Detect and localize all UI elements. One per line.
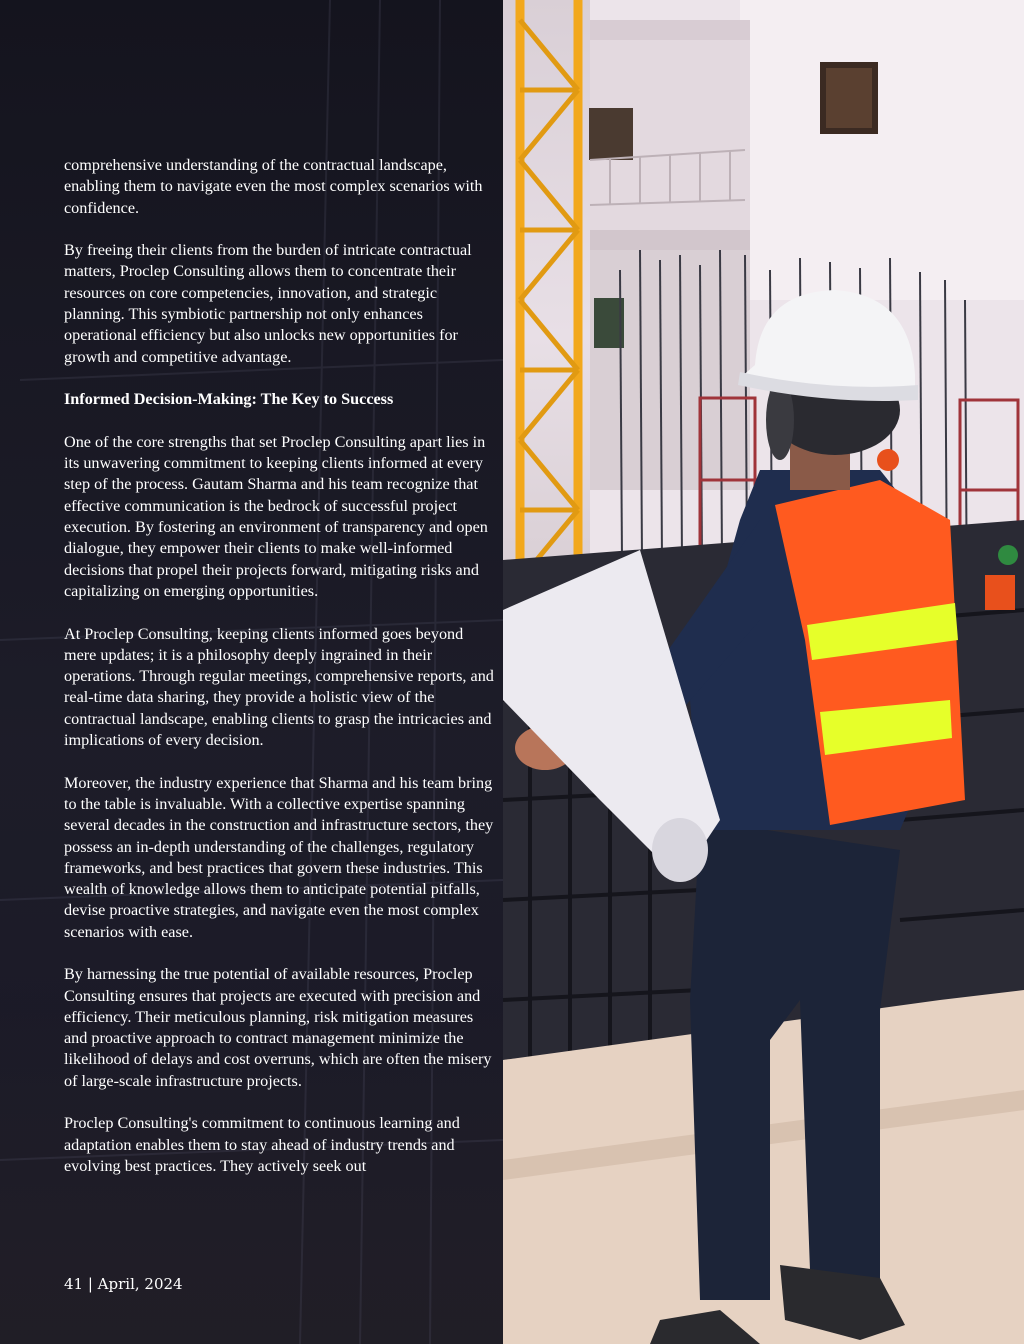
article-paragraph-2: By freeing their clients from the burden of intricate contractual matters, Proclep Consulting allows them to concentrate their resources on core competencies, innovation, and strategic planning. This symbiotic partnership not only enhances operational efficiency but also unlocks new opportunities for growth and competitive advantage. bbox=[64, 241, 472, 366]
page-folio: 41 | April, 2024 bbox=[64, 1275, 183, 1293]
article-body bbox=[64, 155, 496, 1199]
article-paragraph-3: One of the core strengths that set Proclep Consulting apart lies in its unwavering commitment to keeping clients informed at every step of the process. Gautam Sharma and his team recognize that effective communication is the bedrock of successful project execution. By fostering an environment of transparency and open dialogue, they empower their clients to make well-informed decisions that propel their projects forward, mitigating risks and capitalizing on emerging opportunities. bbox=[64, 432, 488, 600]
section-heading: Informed Decision-Making: The Key to Success bbox=[64, 390, 394, 409]
article-paragraph-5: Moreover, the industry experience that Sharma and his team bring to the table is invaluable. With a collective expertise spanning several decades in the construction and infrastructure sectors, they possess an in-depth understanding of the challenges, regulatory frameworks, and best practices that govern these industries. This wealth of knowledge allows them to anticipate potential pitfalls, devise proactive strategies, and navigate even the most complex scenarios with ease. bbox=[64, 773, 494, 941]
article-paragraph-6: By harnessing the true potential of available resources, Proclep Consulting ensures that projects are executed with precision and efficiency. Their meticulous planning, risk mitigation measures and proactive approach to contract management minimize the likelihood of delays and cost overruns, which are often the misery of large-scale infrastructure projects. bbox=[64, 965, 492, 1090]
article-paragraph-4: At Proclep Consulting, keeping clients informed goes beyond mere updates; it is a philosophy deeply ingrained in their operations. Through regular meetings, comprehensive reports, and real-time data sharing, they provide a holistic view of the contractual landscape, enabling clients to grasp the intricacies and implications of every decision. bbox=[64, 624, 494, 750]
article-paragraph-7: Proclep Consulting's commitment to continuous learning and adaptation enables them to stay ahead of industry trends and evolving best practices. They actively seek out bbox=[64, 1114, 460, 1175]
article-paragraph-1: comprehensive understanding of the contractual landscape, enabling them to navigate even the most complex scenarios with confidence. bbox=[64, 156, 483, 217]
